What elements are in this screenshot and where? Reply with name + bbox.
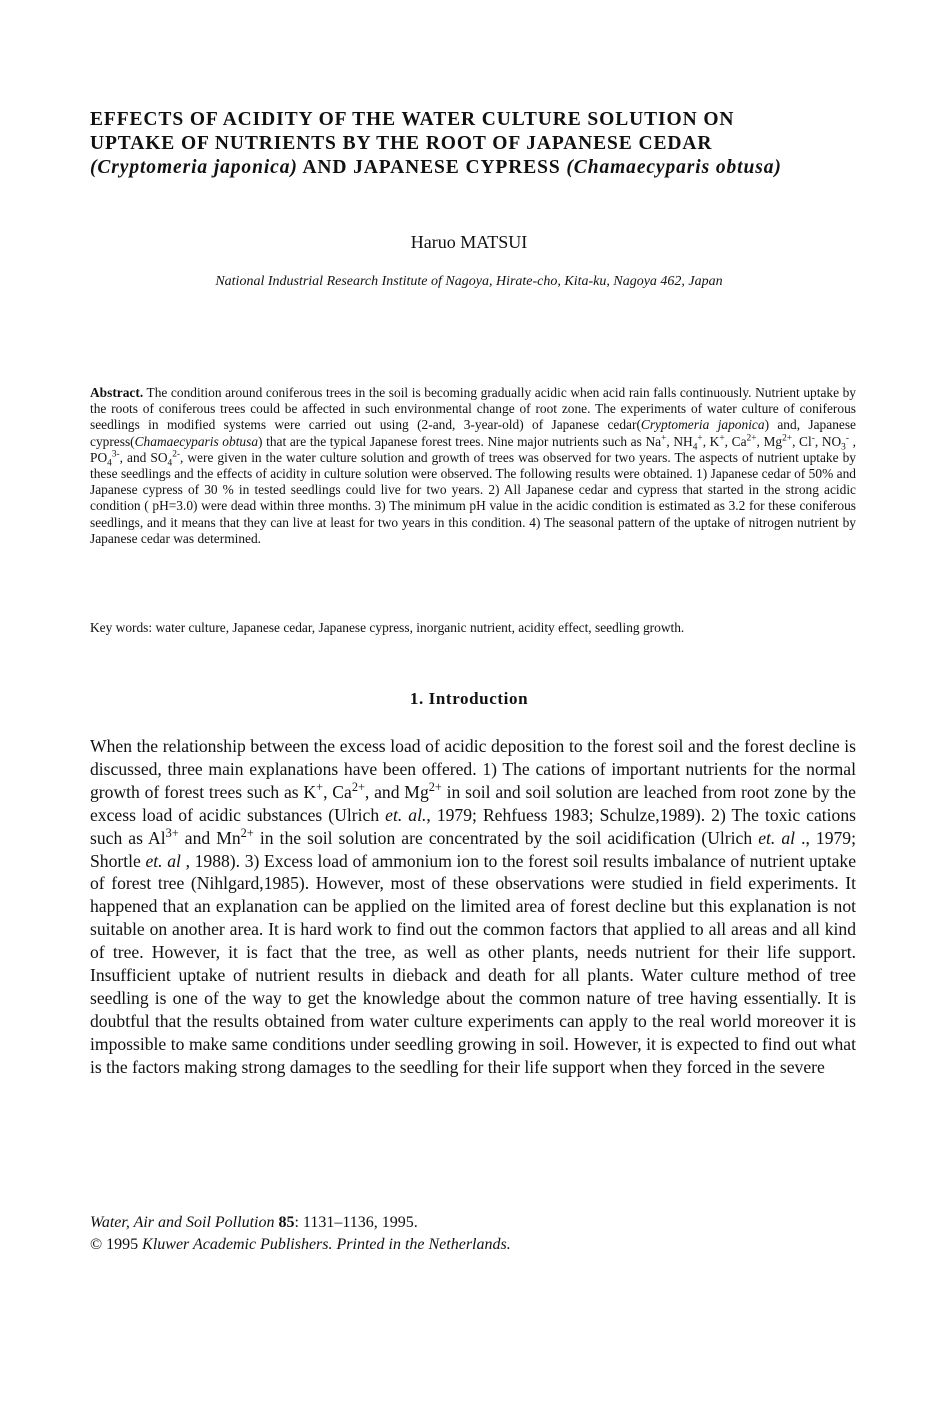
author-affiliation: National Industrial Research Institute of Nagoya, Hirate-cho, Kita-ku, Nagoya 462, Japan [215,274,723,289]
abstract: Abstract. The condition around coniferous trees in the soil is becoming gradually acidic when acid rain falls continuously. Nutrient uptake by the roots of coniferous trees could be affected in such environmental change of root zone. The experiments of water culture of coniferous seedlings in modified systems were carried out using (2-and, 3-year-old) of Japanese cedar(Cryptomeria japonica) and, Japanese cypress(Chamaecyparis obtusa) that are the typical Japanese forest trees. Nine major nutrients such as Na+, $NH_4^+$, K+, $Ca^{2+}$, $Mg^{2+}$, Cl-, $NO_3^-$ , $PO_4^{3-}$, and $SO_4^{2-}$, were given in the water culture solution and growth of trees was observed for two years. The aspects of nutrient uptake by these seedlings and the effects of acidity in culture solution were observed. The following results were obtained. 1) Japanese cedar of 50% and Japanese cypress of 30 % in tested seedlings could live for two years. 2) All Japanese cedar and cypress that started in the strong acidic condition ( pH=3.0) were dead within three months. 3) The minimum pH value in the acidic condition is estimated as 3.2 for these coniferous seedlings, and it means that they can live at least for two years in this condition. 4) The seasonal pattern of the uptake of nitrogen nutrient by Japanese cedar was determined. [90,385,856,546]
author-name: Haruo MATSUI [410,232,528,252]
citation-line: Water, Air and Soil Pollution 85: 1131–1136, 1995. [90,1214,418,1231]
title-line-1: EFFECTS OF ACIDITY OF THE WATER CULTURE SOLUTION ON [90,109,735,130]
title-species-cypress: (Chamaecyparis obtusa) [566,157,782,178]
keywords: Key words: water culture, Japanese cedar, Japanese cypress, inorganic nutrient, acidity effect, seedling growth. [90,620,685,635]
section-heading-introduction: 1. Introduction [409,689,529,708]
journal-footer [90,1212,856,1256]
title-species-cedar: (Cryptomeria japonica) [90,157,298,178]
introduction-body: When the relationship between the excess load of acidic deposition to the forest soil and the forest decline is discussed, three main explanations have been offered. 1) The cations of important nutrients for the normal growth of forest trees such as K+, $Ca^{2+}$, and $Mg^{2+}$ in soil and soil solution are leached from root zone by the excess load of acidic substances (Ulrich et. al., 1979; Rehfuess 1983; Schulze,1989). 2) The toxic cations such as $Al^{3+}$ and $Mn^{2+}$ in the soil solution are concentrated by the soil acidification (Ulrich et. al ., 1979; Shortle et. al , 1988). 3) Excess load of ammonium ion to the forest soil results imbalance of nutrient uptake of forest tree (Nihlgard,1985). However, most of these observations were studied in field experiments. It happened that an explanation can be applied on the limited area of forest decline but this explanation is not suitable on another area. It is hard work to find out the common factors that applied to all areas and all kind of tree. However, it is fact that the tree, as well as other plants, needs nutrient for their life support. Insufficient uptake of nutrient results in dieback and death for all plants. Water culture method of tree seedling is one of the way to get the knowledge about the common nature of tree having essentially. It is doubtful that the results obtained from water culture experiments can apply to the real world moreover it is impossible to make same conditions under seedling growing in soil. However, it is expected to find out what is the factors making strong damages to the seedling for their life support when they forced in the severe [90,736,857,1077]
copyright-line: © 1995 Kluwer Academic Publishers. Printed in the Netherlands. [90,1236,511,1253]
title-connector: AND JAPANESE CYPRESS [297,157,567,178]
paper-title [90,108,850,180]
title-line-2: UPTAKE OF NUTRIENTS BY THE ROOT OF JAPANESE CEDAR [90,133,713,154]
abstract-label: Abstract. [90,385,144,400]
